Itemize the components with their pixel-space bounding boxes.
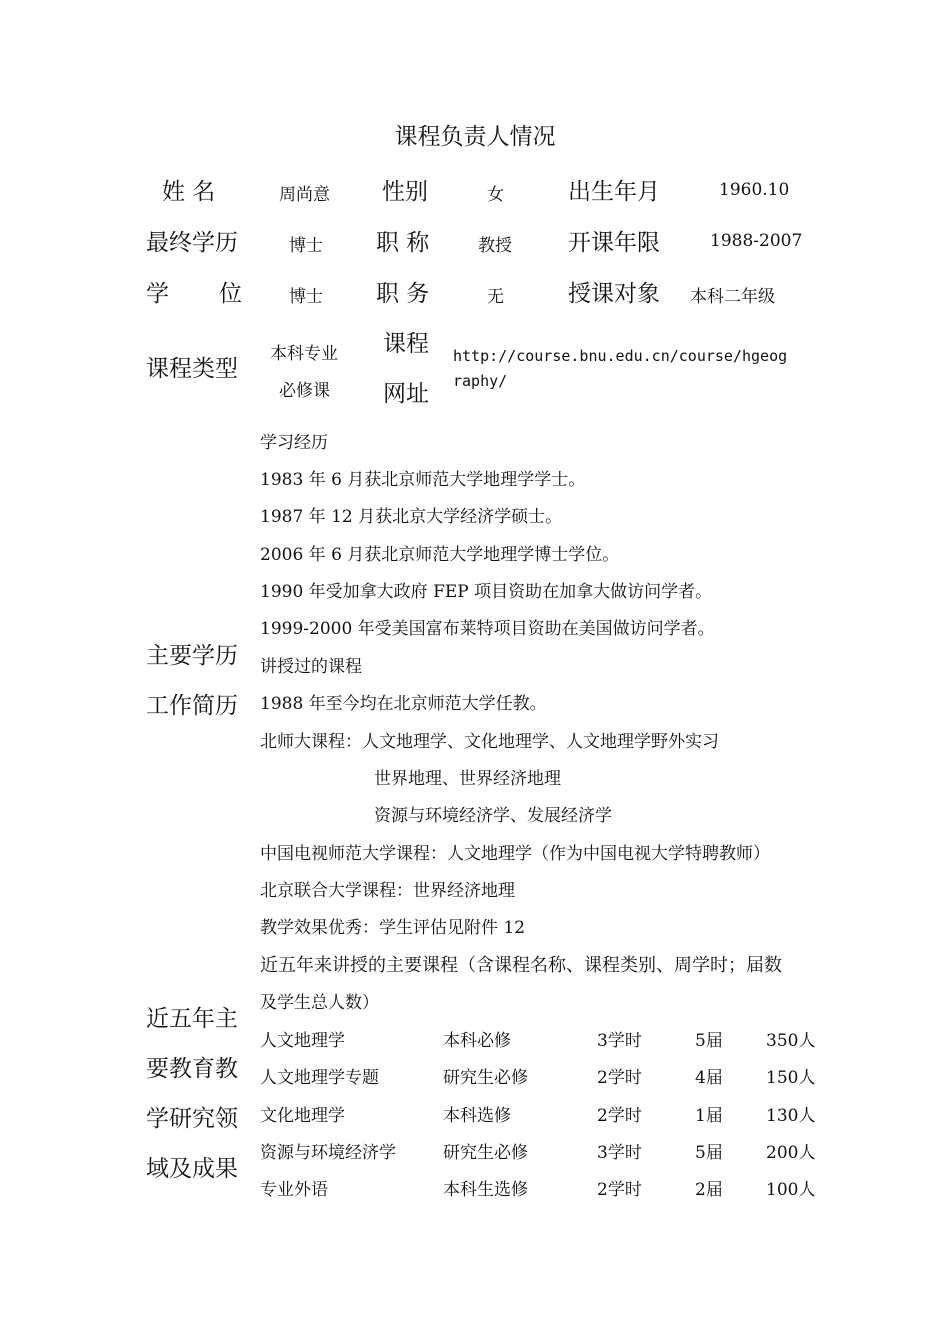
course-sessions: 5届 (695, 1143, 723, 1163)
birth-value: 1960.10 (719, 180, 790, 200)
history-line: 1987 年 12 月获北京大学经济学硕士。 (260, 507, 563, 527)
course-sessions: 5届 (695, 1031, 723, 1051)
course-url-label-line2: 网址 (383, 381, 429, 407)
history-line: 中国电视师范大学课程：人文地理学（作为中国电视大学特聘教师） (260, 844, 770, 864)
teaching-label-line4: 域及成果 (146, 1156, 238, 1182)
name-value: 周尚意 (279, 185, 330, 205)
history-line: 学习经历 (260, 433, 328, 453)
course-hours: 2学时 (597, 1068, 642, 1088)
history-line: 1988 年至今均在北京师范大学任教。 (260, 694, 547, 714)
birth-label: 出生年月 (568, 179, 660, 205)
course-type-value-line2: 必修课 (279, 381, 330, 401)
history-line: 2006 年 6 月获北京师范大学地理学博士学位。 (260, 545, 620, 565)
history-label-line2: 工作简历 (146, 693, 238, 719)
history-label-line1: 主要学历 (146, 643, 238, 669)
education-label: 最终学历 (146, 230, 238, 256)
course-type: 本科生选修 (443, 1180, 528, 1200)
gender-value: 女 (487, 185, 504, 205)
course-url-label-line1: 课程 (383, 331, 429, 357)
course-type: 本科选修 (443, 1106, 511, 1126)
course-sessions: 1届 (695, 1106, 723, 1126)
course-name: 资源与环境经济学 (260, 1143, 396, 1163)
course-name: 人文地理学 (260, 1031, 345, 1051)
post-value: 无 (487, 287, 504, 307)
years-value: 1988-2007 (710, 231, 803, 251)
course-hours: 3学时 (597, 1031, 642, 1051)
course-sessions: 4届 (695, 1068, 723, 1088)
teaching-label-line1: 近五年主 (146, 1006, 238, 1032)
course-sessions: 2届 (695, 1180, 723, 1200)
course-name: 专业外语 (260, 1180, 328, 1200)
course-name: 人文地理学专题 (260, 1068, 379, 1088)
history-line: 北京联合大学课程：世界经济地理 (260, 881, 515, 901)
teaching-label-line3: 学研究领 (146, 1106, 238, 1132)
course-type: 本科必修 (443, 1031, 511, 1051)
years-label: 开课年限 (568, 230, 660, 256)
course-hours: 2学时 (597, 1106, 642, 1126)
teaching-intro-line1: 近五年来讲授的主要课程（含课程名称、课程类别、周学时；届数 (260, 955, 782, 976)
course-students: 130人 (766, 1106, 816, 1126)
course-hours: 2学时 (597, 1180, 642, 1200)
course-students: 200人 (766, 1143, 816, 1163)
gender-label: 性别 (382, 179, 428, 205)
course-type-value-line1: 本科专业 (270, 344, 338, 364)
history-line: 资源与环境经济学、发展经济学 (374, 806, 612, 826)
history-line: 北师大课程：人文地理学、文化地理学、人文地理学野外实习 (260, 732, 719, 752)
course-type-label: 课程类型 (146, 356, 238, 382)
course-students: 350人 (766, 1031, 816, 1051)
teaching-label-line2: 要教育教 (146, 1056, 238, 1082)
degree-value: 博士 (289, 287, 323, 307)
post-label: 职 务 (376, 281, 430, 307)
history-line: 1983 年 6 月获北京师范大学地理学学士。 (260, 470, 586, 490)
course-hours: 3学时 (597, 1143, 642, 1163)
course-students: 100人 (766, 1180, 816, 1200)
audience-value: 本科二年级 (690, 287, 775, 307)
course-students: 150人 (766, 1068, 816, 1088)
history-line: 世界地理、世界经济地理 (374, 769, 561, 789)
course-name: 文化地理学 (260, 1106, 345, 1126)
name-label: 姓 名 (162, 179, 216, 205)
audience-label: 授课对象 (568, 281, 660, 307)
title-value: 教授 (478, 236, 512, 256)
history-line: 1990 年受加拿大政府 FEP 项目资助在加拿大做访问学者。 (260, 582, 713, 602)
degree-label: 学 位 (146, 281, 242, 307)
course-type: 研究生必修 (443, 1143, 528, 1163)
course-url-line1[interactable]: http://course.bnu.edu.cn/course/hgeog (453, 347, 788, 365)
page-title: 课程负责人情况 (394, 124, 556, 150)
history-line: 讲授过的课程 (260, 657, 362, 677)
history-line: 教学效果优秀：学生评估见附件 12 (260, 918, 526, 938)
course-url-line2[interactable]: raphy/ (453, 372, 508, 390)
title-label: 职 称 (376, 230, 430, 256)
course-type: 研究生必修 (443, 1068, 528, 1088)
teaching-intro-line2: 及学生总人数） (260, 993, 379, 1013)
education-value: 博士 (289, 236, 323, 256)
history-line: 1999-2000 年受美国富布莱特项目资助在美国做访问学者。 (260, 619, 715, 639)
